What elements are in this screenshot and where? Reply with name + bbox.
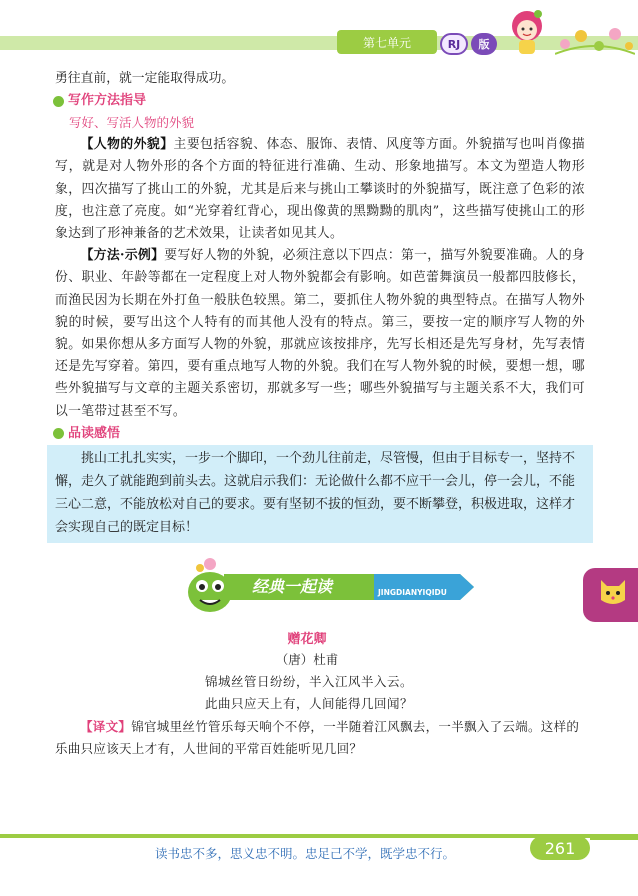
appearance-text: 主要包括容貌、体态、服饰、表情、风度等方面。外貌描写也叫肖像描写，就是对人物外形的各个方面的特征进行准确、生动、形象地描写。本文为塑造人物形象，四次描写了挑山工的外貌，尤其是后来与挑山工攀谈时的外貌描写，既注意了色彩的浓度，也注意了亮度。如“光穿着红背心，现出像黄的黑黝黝的肌肉”，这些描写使挑山工的形象达到了形神兼备的艺术效果，让读者如见其人。 (55, 137, 585, 242)
unit-label: 第七单元 (337, 30, 437, 54)
main-content (55, 68, 585, 543)
girl-mascot-icon (505, 6, 549, 56)
reading-insight-box: 挑山工扎扎实实，一步一个脚印，一个劲儿往前走，尽管慢，但由于目标专一，坚持不懈，走久了就能跑到前头去。这就启示我们：无论做什么都不应干一会儿，停一会儿，不能三心二意，不能放松对自己的要求。要有坚韧不拔的恒劲，要不断攀登，积极进取，这样才会实现自己的既定目标！ (47, 445, 593, 543)
appearance-paragraph (55, 134, 585, 245)
method-label: 【方法·示例】 (80, 248, 165, 264)
translation-label: 【译文】 (80, 719, 132, 734)
bullet-dot-icon (53, 96, 64, 107)
writing-subtitle: 写好、写活人物的外貌 (69, 115, 195, 131)
intro-tail-text: 勇往直前，就一定能取得成功。 (55, 71, 235, 86)
rj-badge: RJ (440, 33, 468, 55)
poem-author: （唐）杜甫 (275, 652, 339, 667)
page-number-tail (590, 838, 638, 840)
footer-motto: 读书忠不多，思义忠不明。忠足己不学，既学忠不行。 (155, 846, 456, 861)
appearance-label: 【人物的外貌】 (80, 137, 174, 153)
writing-section-title: 写作方法指导 (68, 93, 147, 109)
method-text: 要写好人物的外貌，必须注意以下四点：第一，描写外貌要准确。人的身份、职业、年龄等都在一定程度上对人物外貌都会有影响。如芭蕾舞演员一般都四肢修长，而渔民因为长期在外打鱼一般肤色较黑。第二，要抓住人物外貌的典型特点。在描写人物外貌的时候，要写出这个人特有的而其他人没有的特点。第三，要按一定的顺序写人物的外貌。如果你想从多方面写人物的外貌，那就应该按排序，先写长相还是先写身材，先写表情还是先写穿着。第四，要有重点地写人物的外貌。我们在写人物外貌的时候，要想一想，哪些外貌描写与文章的主题关系密切，那就多写一些；哪些外貌描写与主题关系不大，我们可以一笔带过甚至不写。 (55, 248, 585, 419)
writing-section-heading (53, 90, 585, 112)
reading-section-title: 品读感悟 (68, 425, 121, 441)
method-paragraph (55, 245, 585, 423)
banner-title: 经典一起读 (252, 577, 333, 596)
flower-decoration-icon (555, 18, 635, 58)
banner-pinyin: JINGDIANYIQIDU (378, 588, 447, 597)
poem-line-1: 锦城丝管日纷纷，半入江风半入云。 (204, 674, 413, 689)
page-number: 261 (530, 836, 590, 860)
poem-translation (55, 716, 585, 760)
reading-section-heading (53, 423, 585, 445)
edition-badge: 版 (471, 33, 497, 55)
bullet-dot-icon (53, 428, 64, 439)
page-header (0, 0, 638, 62)
classic-reading-banner (180, 556, 480, 616)
translation-text: 锦官城里丝竹管乐每天响个不停，一半随着江风飘去，一半飘入了云端。这样的乐曲只应该天上才有，人世间的平常百姓能听见几回？ (55, 719, 580, 756)
poem-line-2: 此曲只应天上有，人间能得几回闻？ (204, 696, 413, 711)
cat-face-icon (597, 574, 629, 608)
poem-title: 赠花卿 (287, 632, 327, 647)
green-monster-mascot-icon (180, 556, 240, 616)
poem-block (0, 628, 638, 716)
